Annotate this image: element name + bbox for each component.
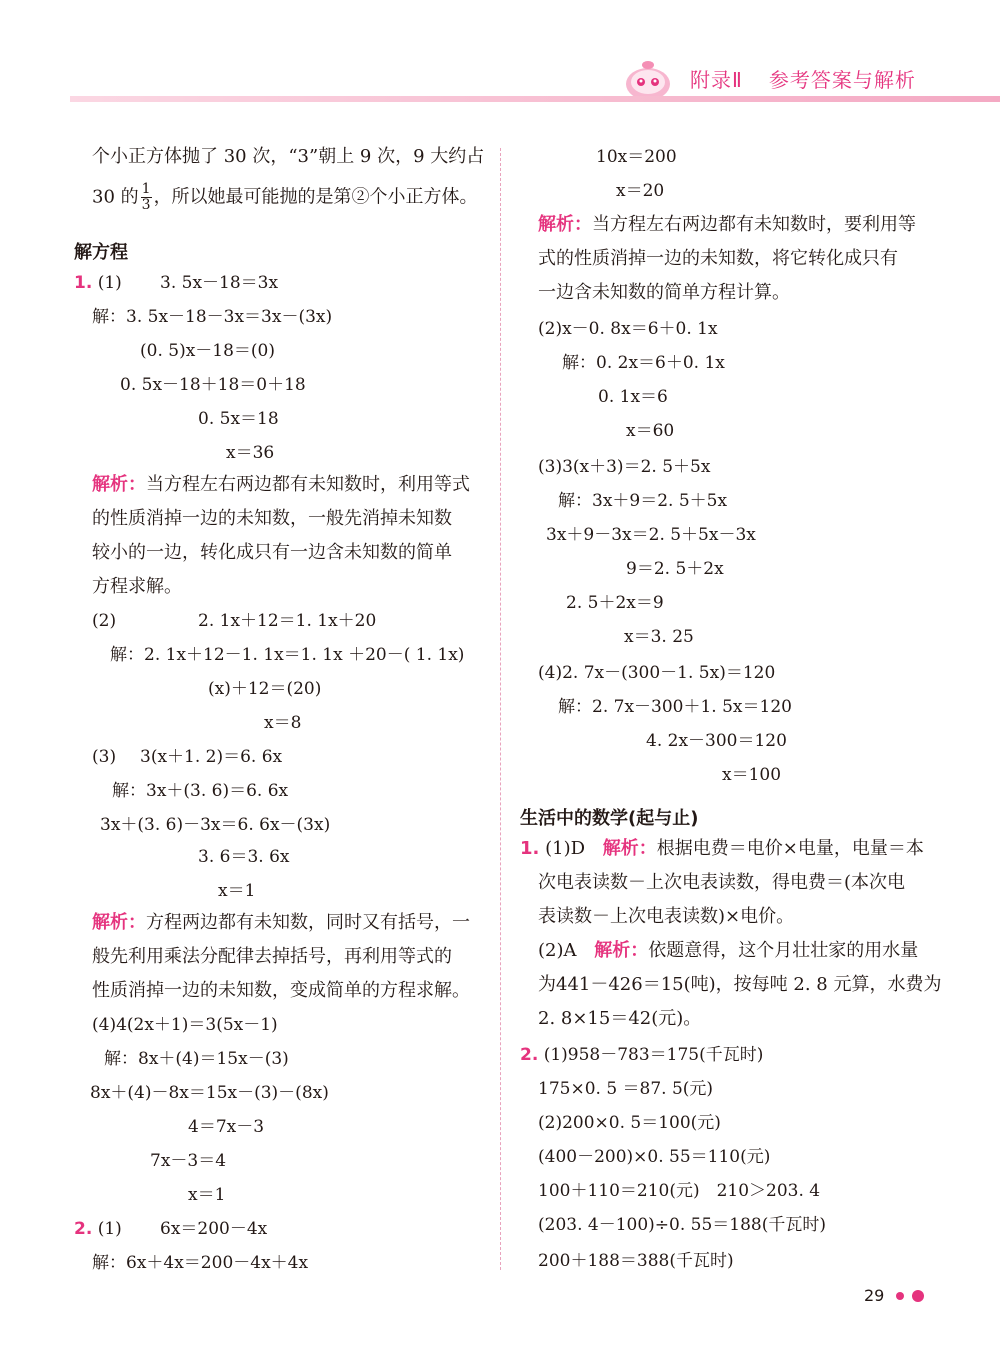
analysis-label: 解析： — [92, 474, 146, 495]
page-dot-icon — [912, 1290, 924, 1302]
equation-line: 解：8x＋(4)＝15x－(3) — [104, 1049, 289, 1069]
fraction-denominator: 3 — [141, 197, 151, 213]
section-heading: 生活中的数学(起与止) — [520, 808, 699, 829]
equation-line: (2)x－0. 8x＝6＋0. 1x — [538, 319, 718, 339]
equation-line: (4)2. 7x－(300－1. 5x)＝120 — [538, 663, 776, 683]
fraction-numerator: 1 — [141, 181, 151, 197]
equation-line: 0. 5x＝18 — [198, 409, 279, 429]
equation-line: x＝1 — [188, 1185, 226, 1205]
equation-line: 3(x＋1. 2)＝6. 6x — [140, 747, 283, 767]
calculation-line: 100＋110＝210(元) 210＞203. 4 — [538, 1181, 821, 1201]
answer-line — [538, 940, 918, 962]
analysis-label: 解析： — [538, 214, 592, 235]
analysis-line: 为441－426＝15(吨)，按每吨 2. 8 元算，水费为 — [538, 974, 942, 995]
intro-text: 30 的 — [92, 186, 139, 208]
equation-line: 4. 2x－300＝120 — [646, 731, 787, 751]
equation-line: 3x＋9－3x＝2. 5＋5x－3x — [546, 525, 756, 545]
answer-line — [520, 1044, 763, 1066]
analysis-line — [538, 214, 916, 236]
equation-line: x＝3. 25 — [624, 627, 694, 647]
equation-line: (x)＋12＝(20) — [208, 679, 322, 699]
calculation-line: 175×0. 5 ＝87. 5(元) — [538, 1079, 714, 1099]
equation-line: 解：3x＋9＝2. 5＋5x — [558, 491, 728, 511]
intro-text: ，所以她最可能抛的是第②个小正方体。 — [153, 186, 478, 208]
analysis-line — [92, 474, 470, 496]
equation-line: 9＝2. 5＋2x — [626, 559, 724, 579]
equation-line: 6x＝200－4x — [160, 1219, 268, 1239]
answer-choice: (1)D — [545, 838, 586, 859]
equation-line: x＝100 — [722, 765, 782, 785]
equation-line: 3x＋(3. 6)－3x＝6. 6x－(3x) — [100, 815, 331, 835]
page-number: 29 — [864, 1286, 885, 1305]
analysis-text: 当方程左右两边都有未知数时，要利用等 — [592, 214, 916, 235]
question-number: 2. — [520, 1045, 539, 1065]
equation-line: x＝20 — [616, 181, 665, 201]
equation-line: 解：2. 1x＋12－1. 1x＝1. 1x ＋20－( 1. 1x) — [110, 645, 465, 665]
question-number: 1. — [74, 273, 93, 293]
equation-line: 解：3x＋(3. 6)＝6. 6x — [112, 781, 289, 801]
analysis-line — [92, 912, 470, 934]
problem-line — [74, 1218, 122, 1240]
analysis-line: 较小的一边，转化成只有一边含未知数的简单 — [92, 542, 452, 563]
analysis-line: 方程求解。 — [92, 576, 182, 597]
analysis-label: 解析： — [92, 912, 146, 933]
equation-line: 2. 5＋2x＝9 — [566, 593, 664, 613]
equation-line: 解：0. 2x＝6＋0. 1x — [562, 353, 725, 373]
equation-line: (0. 5)x－18＝(0) — [140, 341, 276, 361]
header-title — [690, 64, 916, 93]
header-section: 附录Ⅱ — [690, 68, 743, 92]
equation-line: x＝36 — [226, 443, 275, 463]
header-subtitle: 参考答案与解析 — [768, 68, 916, 92]
calculation-line: (2)200×0. 5＝100(元) — [538, 1113, 721, 1133]
fraction — [141, 182, 152, 213]
equation-line: 解：6x＋4x＝200－4x＋4x — [92, 1253, 309, 1273]
analysis-line: 式的性质消掉一边的未知数，将它转化成只有 — [538, 248, 898, 269]
analysis-line: 表读数－上次电表读数)×电价。 — [538, 906, 795, 927]
column-divider — [500, 148, 501, 1270]
calculation-text: (1)958－783＝175(千瓦时) — [543, 1045, 764, 1065]
problem-label: (1) — [97, 1219, 122, 1239]
question-number: 1. — [520, 838, 540, 859]
equation-line: 10x＝200 — [596, 147, 677, 167]
section-heading: 解方程 — [74, 242, 128, 263]
analysis-label: 解析： — [602, 838, 657, 859]
equation-line: 解：3. 5x－18－3x＝3x－(3x) — [92, 307, 333, 327]
equation-line: 4＝7x－3 — [188, 1117, 265, 1137]
analysis-line: 性质消掉一边的未知数，变成简单的方程求解。 — [92, 980, 470, 1001]
analysis-text: 当方程左右两边都有未知数时，利用等式 — [146, 474, 470, 495]
intro-line-2 — [92, 182, 478, 213]
calculation-line: 200＋188＝388(千瓦时) — [538, 1251, 734, 1271]
equation-line: x＝1 — [218, 881, 256, 901]
equation-line: 解：2. 7x－300＋1. 5x＝120 — [558, 697, 792, 717]
analysis-line: 一边含未知数的简单方程计算。 — [538, 282, 790, 303]
question-number: 2. — [74, 1219, 93, 1239]
answer-line — [520, 838, 924, 860]
header-bar — [70, 96, 1000, 102]
equation-line: 3. 5x－18＝3x — [160, 273, 279, 293]
equation-line: 0. 1x＝6 — [598, 387, 668, 407]
equation-line: 8x＋(4)－8x＝15x－(3)－(8x) — [90, 1083, 329, 1103]
analysis-text: 方程两边都有未知数，同时又有括号，一 — [146, 912, 470, 933]
analysis-label: 解析： — [594, 940, 649, 961]
analysis-line: 次电表读数－上次电表读数，得电费＝(本次电 — [538, 872, 906, 893]
problem-label: (1) — [97, 273, 122, 293]
equation-line: 3. 6＝3. 6x — [198, 847, 290, 867]
equation-line: x＝8 — [264, 713, 302, 733]
problem-line — [74, 272, 122, 294]
problem-label: (2) — [92, 611, 117, 631]
equation-line: (4)4(2x＋1)＝3(5x－1) — [92, 1015, 278, 1035]
equation-line: 7x－3＝4 — [150, 1151, 227, 1171]
analysis-text: 根据电费＝电价×电量，电量＝本 — [656, 838, 924, 859]
problem-label: (3) — [92, 747, 117, 767]
calculation-line: (400－200)×0. 55＝110(元) — [538, 1147, 771, 1167]
calculation-line: (203. 4－100)÷0. 55＝188(千瓦时) — [538, 1215, 826, 1235]
answer-choice: (2)A — [538, 940, 577, 961]
page-dot-icon — [896, 1292, 904, 1300]
analysis-line: 般先利用乘法分配律去掉括号，再利用等式的 — [92, 946, 452, 967]
equation-line: x＝60 — [626, 421, 675, 441]
analysis-line: 的性质消掉一边的未知数，一般先消掉未知数 — [92, 508, 452, 529]
equation-line: (3)3(x＋3)＝2. 5＋5x — [538, 457, 711, 477]
equation-line: 0. 5x－18＋18＝0＋18 — [120, 375, 306, 395]
intro-line: 个小正方体抛了 30 次，“3”朝上 9 次，9 大约占 — [92, 146, 485, 167]
analysis-line: 2. 8×15＝42(元)。 — [538, 1008, 702, 1029]
equation-line: 2. 1x＋12＝1. 1x＋20 — [198, 611, 377, 631]
analysis-text: 依题意得，这个月壮壮家的用水量 — [648, 940, 919, 961]
